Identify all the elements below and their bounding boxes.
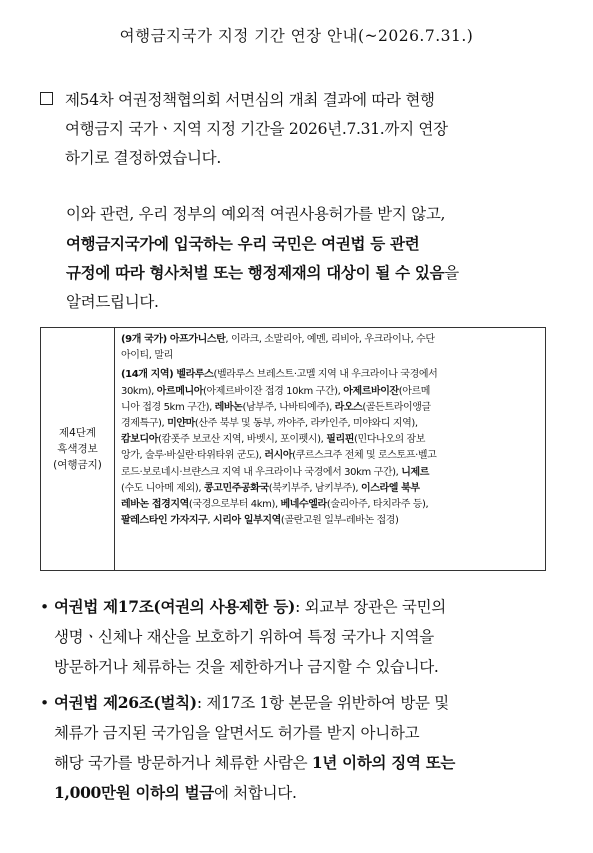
warning-line-3: 규정에 따라 형사처벌 또는 행정제재의 대상이 될 수 있음을	[66, 263, 459, 282]
banned-areas-line: (14개 지역) 벨라루스(벨라루스 브레스트·고멜 지역 내 우크라이나 국경에서	[121, 369, 438, 381]
warning-paragraph	[66, 200, 566, 317]
law-article-17	[40, 592, 560, 682]
article-17-line-2: 생명ㆍ신체나 재산을 보호하기 위하여 특정 국가나 지역을	[54, 628, 434, 646]
notice-line-3: 하기로 결정하였습니다.	[65, 149, 221, 167]
banned-areas-line: 니아 접경 5km 구간), 레바논(남부주, 나바티예주), 라오스(골든트라이앵글	[121, 401, 431, 413]
travel-ban-table	[40, 327, 546, 571]
banned-areas-line: 경제특구), 미얀마(산주 북부 및 동부, 까야주, 라카인주, 미야와디 지역),	[121, 418, 418, 430]
article-17-line-3: 방문하거나 체류하는 것을 제한하거나 금지할 수 있습니다.	[54, 658, 439, 676]
article-26-line-2: 체류가 금지된 국가임을 알면서도 허가를 받지 아니하고	[54, 724, 420, 742]
banned-areas-line: 앙가, 술루·바실란·타위타위 군도), 러시아(쿠르스크주 전체 및 로스토프·벨고	[121, 450, 437, 462]
banned-areas-line: 팔레스타인 가자지구, 시리아 일부지역(골란고원 일부-레바논 접경)	[121, 515, 399, 527]
banned-areas-line: 캄보디아(캄폿주 보코산 지역, 바벳시, 포이펫시), 필리핀(민다나오의 잠보	[121, 434, 426, 446]
warning-line-1: 이와 관련, 우리 정부의 예외적 여권사용허가를 받지 않고,	[66, 205, 446, 223]
article-26-line-3: 해당 국가를 방문하거나 체류한 사람은 1년 이하의 징역 또는	[54, 753, 456, 772]
banned-areas-line: 레바논 접경지역(국경으로부터 4km), 베네수엘라(술리아주, 타치라주 등),	[121, 499, 429, 511]
notice-line-1: 제54차 여권정책협의회 서면심의 개최 결과에 따라 현행	[40, 86, 560, 115]
banned-countries-group	[121, 332, 539, 364]
alert-level-name: 흑색경보	[57, 443, 98, 455]
law-article-26	[40, 688, 560, 808]
bullet-icon: •	[40, 598, 49, 616]
banned-countries-line: (9개 국가) 아프가니스탄, 이라크, 소말리아, 예멘, 리비아, 우크라이나, 수단	[121, 334, 435, 345]
alert-level-cell	[41, 328, 115, 570]
warning-line-2: 여행금지국가에 입국하는 우리 국민은 여권법 등 관련	[66, 234, 420, 253]
banned-countries-line: 아이티, 말리	[121, 350, 173, 362]
alert-level-desc: (여행금지)	[53, 459, 102, 471]
banned-areas-line: (수도 니아메 제외), 콩고민주공화국(북키부주, 남키부주), 이스라엘 북부	[121, 482, 420, 494]
warning-line-4: 알려드립니다.	[66, 293, 159, 311]
article-17-line-1: • 여권법 제17조(여권의 사용제한 등): 외교부 장관은 국민의	[40, 592, 560, 622]
banned-regions-cell	[115, 328, 545, 570]
banned-areas-line: 30km), 아르메니아(아제르바이잔 접경 10km 구간), 아제르바이잔(아르메	[121, 385, 431, 397]
article-26-line-1: • 여권법 제26조(벌칙): 제17조 1항 본문을 위반하여 방문 및	[40, 688, 560, 718]
bullet-icon: •	[40, 694, 49, 712]
page-title: 여행금지국가 지정 기간 연장 안내(~2026.7.31.)	[119, 27, 474, 45]
article-26-line-4: 1,000만원 이하의 벌금에 처합니다.	[54, 783, 297, 802]
banned-areas-line: 로드·보로네시·브랸스크 지역 내 우크라이나 국경에서 30km 구간), 니제르	[121, 466, 429, 478]
checkbox-square-icon	[40, 92, 53, 105]
notice-line-2: 여행금지 국가ㆍ지역 지정 기간을 2026년.7.31.까지 연장	[65, 120, 448, 138]
alert-level: 제4단계	[58, 427, 97, 439]
notice-paragraph	[40, 86, 560, 173]
banned-areas-group	[121, 367, 539, 529]
